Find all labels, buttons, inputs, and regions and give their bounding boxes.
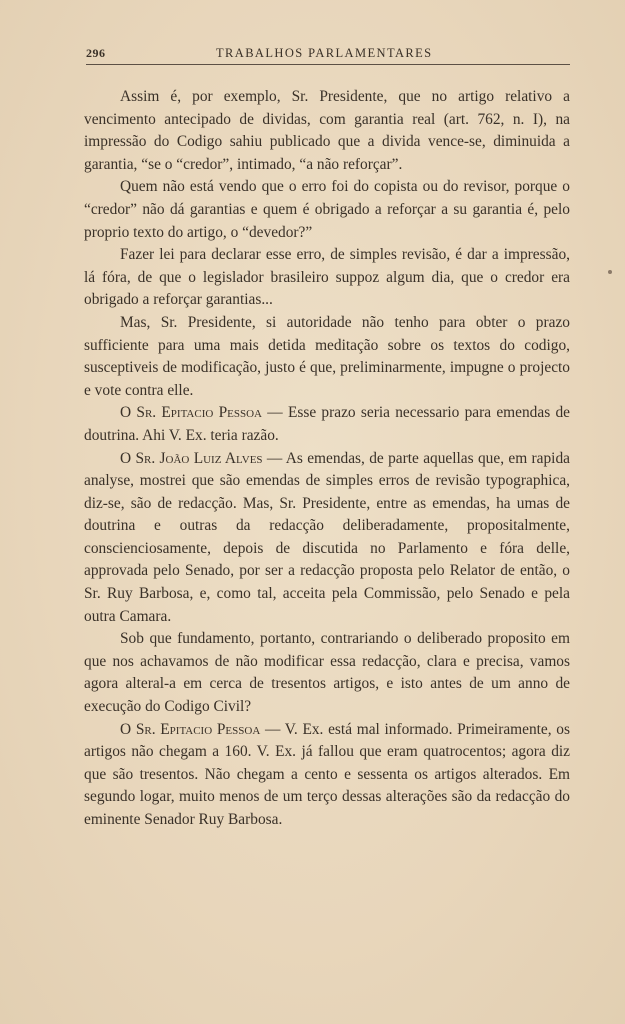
- paragraph-6: [84, 448, 570, 629]
- paragraph-1: [84, 86, 570, 176]
- paragraph-text: Sob que fundamento, portanto, contrariando o deliberado proposito em que nos achavamos de não modificar essa redacção, clara e precisa, vamos agora alteral-a em cerca de tresentos artigos, e isto antes de um anno de execução do Codigo Civil?: [84, 630, 570, 716]
- paragraph-text: Assim é, por exemplo, Sr. Presidente, que no artigo relativo a vencimento antecipado de dividas, com garantia real (art. 762, n. I), na impressão do Codigo sahiu publicado que a divida vence-se, diminuida a garantia, “se o “credor”, intimado, “a não reforçar”.: [84, 88, 570, 173]
- running-title: TRABALHOS PARLAMENTARES: [216, 46, 433, 60]
- paragraph-text: Quem não está vendo que o erro foi do copista ou do revisor, porque o “credor” não dá garantias e quem é obrigado a reforçar a su garantia é, pelo proprio texto do artigo, o “devedor?”: [84, 178, 570, 241]
- speaker-name: O Sr. João Luiz Alves: [120, 449, 263, 467]
- paragraph-8: [84, 719, 570, 832]
- page-number: 296: [86, 46, 106, 60]
- paragraph-text: — Esse prazo seria necessario para emendas de doutrina. Ahi V. Ex. teria razão.: [84, 404, 570, 444]
- speaker-name: O Sr. Epitacio Pessoa: [120, 720, 261, 738]
- page-header: [86, 44, 570, 65]
- paragraph-text: — As emendas, de parte aquellas que, em rapida analyse, mostrei que são emendas de simples erros de revisão typographica, diz-se, são de redacção. Mas, Sr. Presidente, entre as emendas, ha umas de doutrina e outras da redacção deliberadamente, propositalmente, conscienciosamente, depois de discutida no Parlamento e fóra delle, approvada pelo Senado, por ser a redacção proposta pelo Relator de então, o Sr. Ruy Barbosa, e, como tal, acceita pela Commissão, pelo Senado e pela outra Camara.: [84, 449, 570, 625]
- paragraph-text: — V. Ex. está mal informado. Primeiramente, os artigos não chegam a 160. V. Ex. já fallou que eram quatrocentos; agora diz que são tresentos. Não chegam a cento e sessenta os artigos alterados. Em segundo logar, muito menos de um terço dessas alterações são da redacção do eminente Senador Ruy Barbosa.: [84, 720, 570, 828]
- paragraph-7: [84, 628, 570, 718]
- body-text: [84, 86, 570, 832]
- paragraph-text: Mas, Sr. Presidente, si autoridade não tenho para obter o prazo sufficiente para uma mais detida meditação sobre os textos do codigo, susceptiveis de modificação, justo é que, preliminarmente, impugne o projecto e vote contra elle.: [84, 313, 570, 399]
- speaker-name: O Sr. Epitacio Pessoa: [120, 404, 262, 422]
- paper-speck: [608, 270, 612, 274]
- paragraph-2: [84, 176, 570, 244]
- paragraph-text: Fazer lei para declarar esse erro, de simples revisão, é dar a impressão, lá fóra, de que o legislador brasileiro suppoz algum dia, que o credor era obrigado a reforçar garantias...: [84, 246, 570, 309]
- paragraph-5: [84, 402, 570, 447]
- paragraph-4: [84, 312, 570, 402]
- paragraph-3: [84, 244, 570, 312]
